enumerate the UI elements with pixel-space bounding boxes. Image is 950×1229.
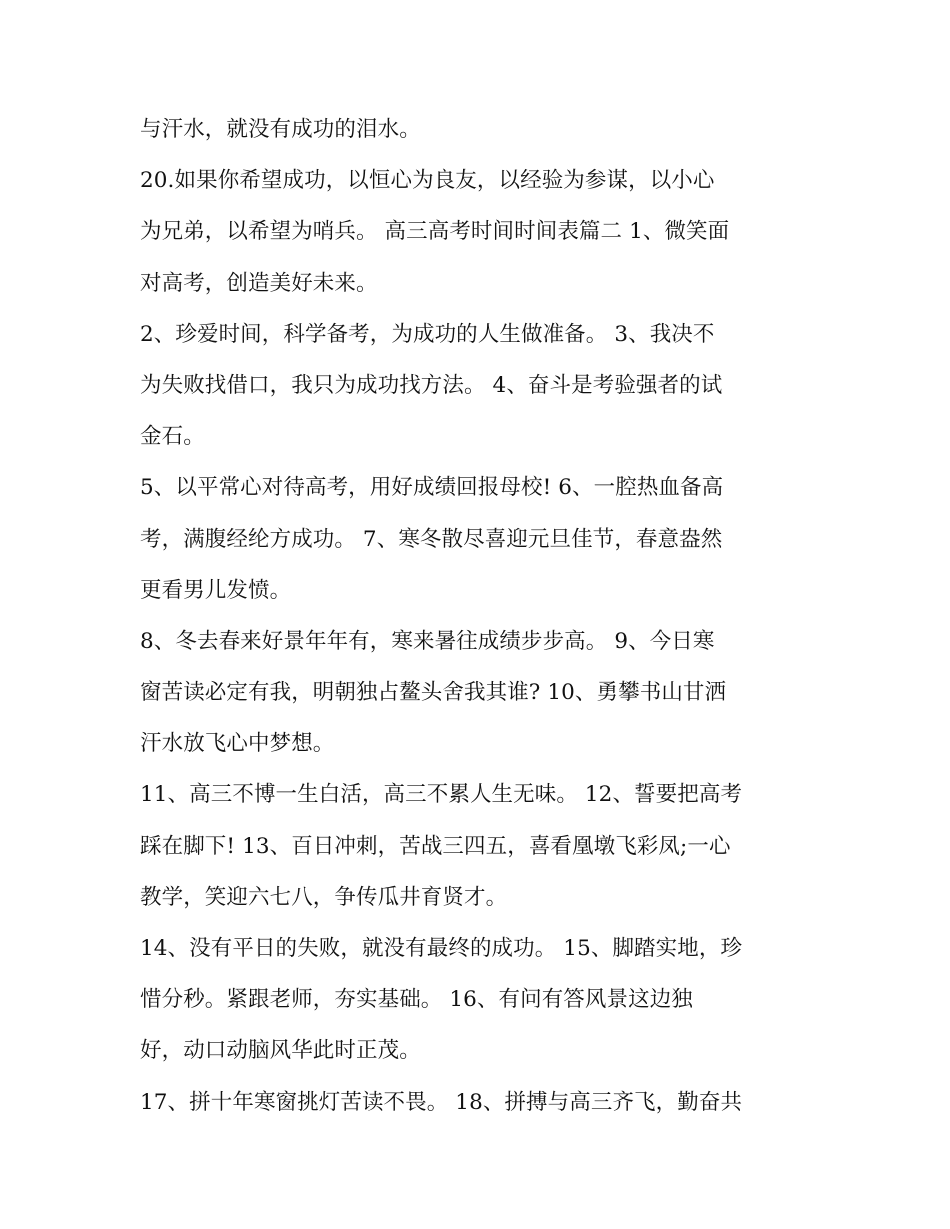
text-line: 好，动口动脑风华此时正茂。 <box>140 1038 421 1064</box>
document-body <box>140 104 820 1128</box>
text-line: 17、拼十年寒窗挑灯苦读不畏。 18、拼搏与高三齐飞，勤奋共 <box>140 1089 743 1115</box>
text-line: 5、以平常心对待高考，用好成绩回报母校! 6、一腔热血备高 <box>140 475 724 501</box>
text-line: 14、没有平日的失败，就没有最终的成功。 15、脚踏实地，珍 <box>140 936 743 961</box>
text-line: 8、冬去春来好景年年有，寒来暑往成绩步步高。 9、今日寒 <box>140 628 715 654</box>
text-line: 20.如果你希望成功，以恒心为良友，以经验为参谋，以小心 <box>140 168 715 194</box>
text-line: 更看男儿发愤。 <box>140 577 292 603</box>
text-line: 踩在脚下! 13、百日冲刺，苦战三四五，喜看凰墩飞彩凤;一心 <box>140 833 731 859</box>
text-line: 教学，笑迎六七八，争传瓜井育贤才。 <box>140 884 508 910</box>
text-line: 汗水放飞心中梦想。 <box>140 731 335 757</box>
text-line: 为兄弟，以希望为哨兵。 高三高考时间时间表篇二 1、微笑面 <box>140 219 730 245</box>
text-line: 2、珍爱时间，科学备考，为成功的人生做准备。 3、我决不 <box>140 321 715 347</box>
text-line: 对高考，创造美好未来。 <box>140 270 378 296</box>
text-line: 考，满腹经纶方成功。 7、寒冬散尽喜迎元旦佳节，春意盎然 <box>140 526 723 552</box>
text-line: 与汗水，就没有成功的泪水。 <box>140 117 421 142</box>
text-line: 惜分秒。紧跟老师，夯实基础。 16、有问有答风景这边独 <box>140 987 693 1013</box>
text-line: 11、高三不博一生白活，高三不累人生无味。 12、誓要把高考 <box>140 782 743 808</box>
text-line: 为失败找借口，我只为成功找方法。 4、奋斗是考验强者的试 <box>140 372 723 398</box>
text-line: 窗苦读必定有我，明朝独占鳌头舍我其谁? 10、勇攀书山甘洒 <box>140 680 727 706</box>
text-line: 金石。 <box>140 424 205 450</box>
